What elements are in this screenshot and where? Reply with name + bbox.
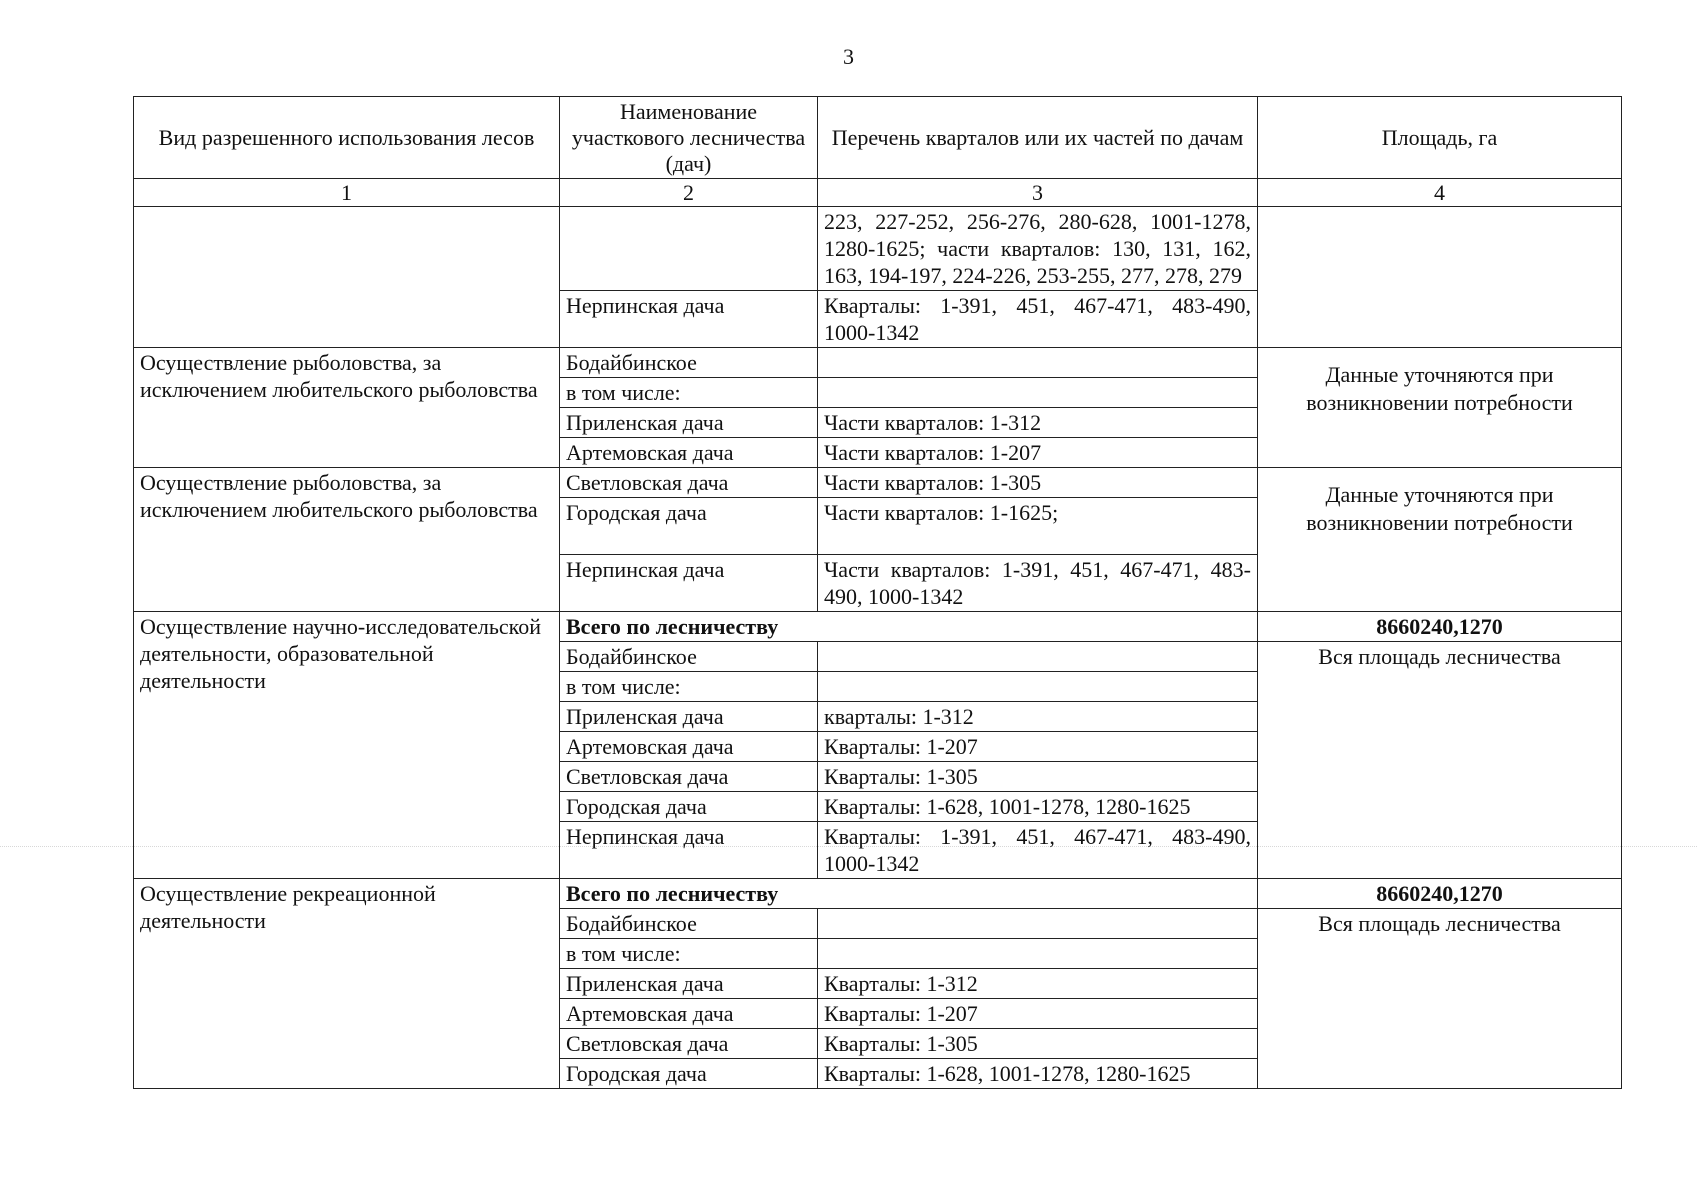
quarters-cell: кварталы: 1-312: [818, 702, 1258, 732]
district-cell: Бодайбинское: [560, 909, 818, 939]
district-cell: Артемовская дача: [560, 999, 818, 1029]
table-row: [134, 348, 1622, 378]
district-cell: Светловская дача: [560, 468, 818, 498]
area-note: Данные уточняются при возникновении потребности: [1306, 362, 1573, 415]
quarters-cell: Части кварталов: 1-391, 451, 467-471, 483-490, 1000-1342: [818, 555, 1258, 612]
district-cell: Городская дача: [560, 1059, 818, 1089]
quarters-cell: Части кварталов: 1-207: [818, 438, 1258, 468]
quarters-cell: [818, 672, 1258, 702]
quarters-cell: Кварталы: 1-391, 451, 467-471, 483-490, 1000-1342: [818, 822, 1258, 879]
district-cell: в том числе:: [560, 939, 818, 969]
quarters-cell: Части кварталов: 1-312: [818, 408, 1258, 438]
quarters-cell: Части кварталов: 1-1625;: [818, 498, 1258, 555]
quarters-cell: [818, 348, 1258, 378]
total-label: Всего по лесничеству: [560, 612, 1258, 642]
area-note: Данные уточняются при возникновении потребности: [1306, 482, 1573, 535]
quarters-cell: 223, 227-252, 256-276, 280-628, 1001-1278, 1280-1625; части кварталов: 130, 131, 162, 163, 194-197, 224-226, 253-255, 277, 278, 279: [818, 207, 1258, 291]
header-row: [134, 97, 1622, 179]
table-row: [134, 879, 1622, 909]
district-cell: [560, 207, 818, 291]
district-cell: Городская дача: [560, 498, 818, 555]
district-cell: в том числе:: [560, 378, 818, 408]
quarters-cell: [818, 939, 1258, 969]
district-cell: Нерпинская дача: [560, 822, 818, 879]
district-cell: Светловская дача: [560, 762, 818, 792]
quarters-cell: Кварталы: 1-391, 451, 467-471, 483-490, 1000-1342: [818, 291, 1258, 348]
column-number: 2: [560, 179, 818, 207]
use-type-cell: Осуществление научно-исследовательской деятельности, образовательной деятельности: [134, 612, 560, 879]
district-cell: Нерпинская дача: [560, 555, 818, 612]
forest-use-table: [133, 96, 1622, 1089]
use-type-cell: Осуществление рекреационной деятельности: [134, 879, 560, 1089]
district-cell: Бодайбинское: [560, 642, 818, 672]
area-cell: [1258, 348, 1622, 468]
header-use-type: Вид разрешенного использования лесов: [134, 97, 560, 179]
district-cell: в том числе:: [560, 672, 818, 702]
district-cell: Артемовская дача: [560, 438, 818, 468]
quarters-cell: Кварталы: 1-207: [818, 732, 1258, 762]
use-type-cell: Осуществление рыболовства, за исключением любительского рыболовства: [134, 468, 560, 612]
quarters-cell: Кварталы: 1-628, 1001-1278, 1280-1625: [818, 1059, 1258, 1089]
total-area: 8660240,1270: [1258, 879, 1622, 909]
district-cell: Приленская дача: [560, 702, 818, 732]
quarters-cell: [818, 642, 1258, 672]
table-row: [134, 612, 1622, 642]
column-number: 1: [134, 179, 560, 207]
district-cell: Бодайбинское: [560, 348, 818, 378]
total-area: 8660240,1270: [1258, 612, 1622, 642]
area-cell: Вся площадь лесничества: [1258, 909, 1622, 1089]
district-cell: Светловская дача: [560, 1029, 818, 1059]
area-cell: [1258, 468, 1622, 612]
quarters-cell: Кварталы: 1-207: [818, 999, 1258, 1029]
column-number: 4: [1258, 179, 1622, 207]
district-cell: Приленская дача: [560, 408, 818, 438]
area-cell: [1258, 207, 1622, 348]
total-label: Всего по лесничеству: [560, 879, 1258, 909]
header-area: Площадь, га: [1258, 97, 1622, 179]
header-quarters: Перечень кварталов или их частей по дачам: [818, 97, 1258, 179]
table-row: [134, 468, 1622, 498]
column-number-row: [134, 179, 1622, 207]
district-cell: Городская дача: [560, 792, 818, 822]
district-cell: Приленская дача: [560, 969, 818, 999]
quarters-cell: Кварталы: 1-312: [818, 969, 1258, 999]
quarters-cell: Части кварталов: 1-305: [818, 468, 1258, 498]
header-district: Наименование участкового лесничества (дач): [560, 97, 818, 179]
area-cell: Вся площадь лесничества: [1258, 642, 1622, 879]
quarters-cell: Кварталы: 1-305: [818, 1029, 1258, 1059]
page-number: 3: [843, 44, 854, 69]
district-cell: Артемовская дача: [560, 732, 818, 762]
table-row: [134, 207, 1622, 291]
quarters-cell: Кварталы: 1-305: [818, 762, 1258, 792]
use-type-cell: [134, 207, 560, 348]
quarters-cell: [818, 909, 1258, 939]
use-type-cell: Осуществление рыболовства, за исключением любительского рыболовства: [134, 348, 560, 468]
column-number: 3: [818, 179, 1258, 207]
quarters-cell: Кварталы: 1-628, 1001-1278, 1280-1625: [818, 792, 1258, 822]
quarters-cell: [818, 378, 1258, 408]
district-cell: Нерпинская дача: [560, 291, 818, 348]
